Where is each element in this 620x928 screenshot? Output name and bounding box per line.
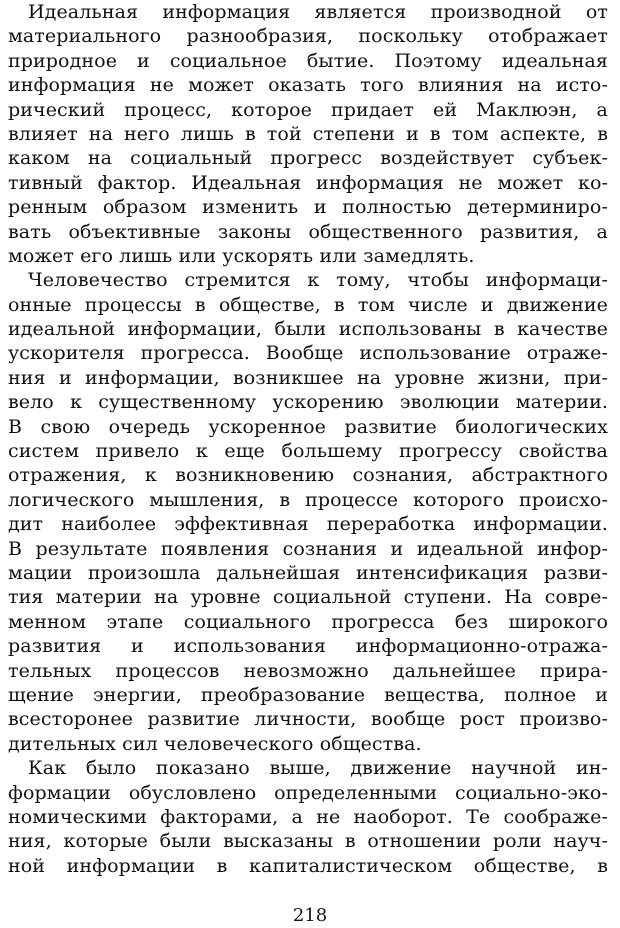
- text-line: ния, которые были высказаны в отношении роли науч-: [8, 830, 608, 853]
- text-line: вать объективные законы общественного развития, а: [8, 220, 608, 243]
- text-line: Человечество стремится к тому, чтобы информаци-: [28, 269, 608, 292]
- text-line: природное и социальное бытие. Поэтому идеальная: [8, 49, 608, 72]
- body-text: [8, 0, 608, 878]
- text-line: онные процессы в обществе, в том числе и движение: [8, 293, 608, 316]
- text-line: менном этапе социального прогресса без широкого: [8, 610, 608, 633]
- paragraph-3: [8, 756, 608, 878]
- text-line: формации обусловлено определенными социально-эко-: [8, 781, 608, 804]
- text-line: идеальной информации, были использованы в качестве: [8, 318, 608, 341]
- text-line: материального разнообразия, поскольку отображает: [8, 25, 608, 48]
- text-line: вело к существенному ускорению эволюции материи.: [8, 391, 608, 414]
- text-line: В свою очередь ускоренное развитие биологических: [8, 415, 608, 438]
- text-line: информация не может оказать того влияния на исто-: [8, 74, 608, 97]
- text-line: дит наиболее эффективная переработка информации.: [8, 513, 608, 536]
- text-line: отражения, к возникновению сознания, абстрактного: [8, 464, 608, 487]
- text-line: ренным образом изменить и полностью детерминиро-: [8, 196, 608, 219]
- text-line: Идеальная информация является производной от: [28, 1, 608, 23]
- text-line: дительных сил человеческого общества.: [8, 732, 422, 755]
- paragraph-1: [8, 0, 608, 268]
- text-line: всесторонее развитие личности, вообще рост произво-: [8, 708, 608, 731]
- text-line: тельных процессов невозможно дальнейшее прира-: [8, 659, 608, 682]
- paragraph-2: [8, 268, 608, 756]
- page-number: 218: [292, 905, 328, 926]
- text-line: развития и использования информационно-отража-: [8, 635, 608, 658]
- text-line: тия материи на уровне социальной ступени. На совре-: [8, 586, 608, 609]
- text-line: тивный фактор. Идеальная информация не может ко-: [8, 171, 608, 194]
- text-line: мации произошла дальнейшая интенсификация разви-: [8, 561, 608, 584]
- text-line: логического мышления, в процессе которого происхо-: [8, 488, 608, 511]
- text-line: Как было показано выше, движение научной ин-: [28, 757, 608, 780]
- text-line: щение энергии, преобразование вещества, полное и: [8, 683, 608, 706]
- text-line: номическими факторами, а не наоборот. Те соображе-: [8, 805, 608, 828]
- text-line: может его лишь или ускорять или замедлять.: [8, 244, 475, 267]
- text-line: ной информации в капиталистическом обществе, в: [8, 854, 608, 877]
- text-line: каком на социальный прогресс воздействует субъек-: [8, 147, 608, 170]
- text-line: систем привело к еще большему прогрессу свойства: [8, 440, 608, 463]
- text-line: рический процесс, которое придает ей Маклюэн, а: [8, 98, 608, 121]
- text-line: ния и информации, возникшее на уровне жизни, при-: [8, 366, 608, 389]
- text-line: влияет на него лишь в той степени и в том аспекте, в: [8, 122, 608, 145]
- text-line: В результате появления сознания и идеальной инфор-: [8, 537, 608, 560]
- text-line: ускорителя прогресса. Вообще использование отраже-: [8, 342, 608, 365]
